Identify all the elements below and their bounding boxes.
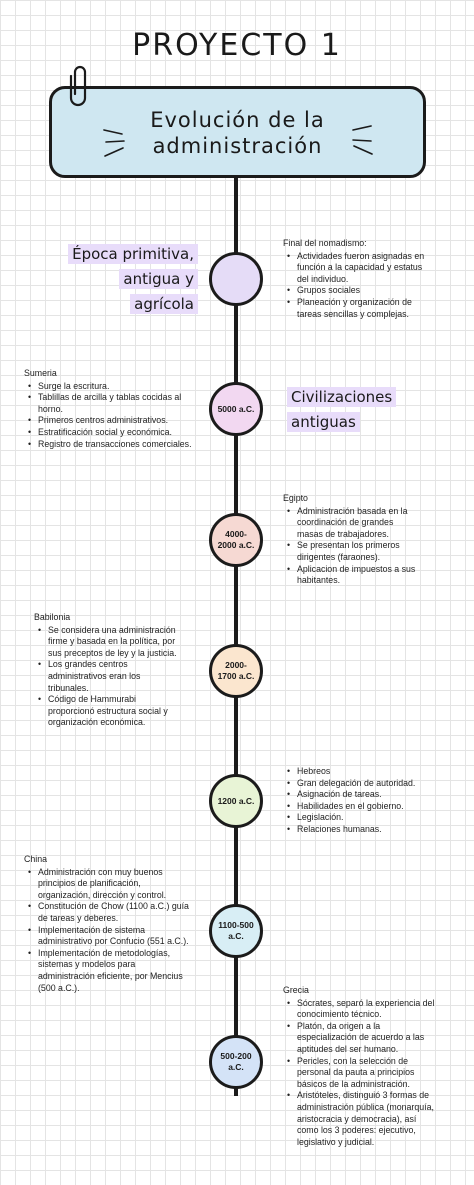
list-item-line: del individuo. — [297, 273, 349, 284]
timeline-node-500-200 — [209, 1035, 263, 1089]
block-sumeria — [24, 368, 209, 450]
list-item-line: conocimiento técnico. — [297, 1009, 382, 1020]
list-item — [24, 392, 209, 415]
list-item-line: • Estratificación social y económica. — [38, 426, 172, 437]
paperclip-icon — [66, 64, 94, 108]
node-label-line-2: 1700 a.C. — [217, 671, 255, 681]
list-item — [283, 1021, 461, 1056]
list-item — [283, 506, 453, 541]
node-label-line-1: 1100-500 — [218, 920, 254, 930]
block-hebreos — [283, 766, 453, 836]
list-item-line: administración pública (monarquía, — [297, 1101, 434, 1112]
era-label-primitiva — [20, 242, 198, 317]
block-heading: Final del nomadismo: — [283, 238, 367, 248]
list-item — [283, 297, 453, 320]
list-item — [283, 251, 453, 286]
block-heading: Babilonia — [34, 612, 71, 622]
timeline-node-1200 — [209, 774, 263, 828]
list-item — [283, 540, 453, 563]
list-item — [34, 694, 209, 729]
list-item-line: • Implementación de sistema — [38, 924, 146, 935]
list-item-line: masas de trabajadores. — [297, 528, 389, 539]
bullet-list — [34, 625, 209, 729]
block-heading: Sumeria — [24, 368, 57, 378]
timeline-node-2000-1700 — [209, 644, 263, 698]
header-line-1: Evolución de la — [150, 108, 325, 132]
node-label-line-1: 2000- — [225, 660, 247, 670]
list-item — [24, 415, 209, 427]
node-label-line-1: 500-200 — [220, 1051, 252, 1061]
list-item-line: horno. — [38, 403, 63, 414]
list-item — [283, 1090, 461, 1148]
list-item-line: • Se presentan los primeros — [297, 540, 400, 551]
era-label-civilizaciones — [287, 385, 437, 435]
block-china — [24, 854, 210, 994]
list-item — [283, 778, 453, 790]
list-item-line: • Administración con muy buenos — [38, 866, 163, 877]
list-item — [24, 948, 210, 994]
list-item-line: • Se considera una administración — [48, 624, 176, 635]
timeline-node-primitiva — [209, 252, 263, 306]
list-item-line: organización económica. — [48, 717, 146, 728]
list-item-line: • Tablillas de arcilla y tablas cocidas al — [38, 392, 182, 403]
era-primitiva-line-3: agrícola — [130, 294, 198, 314]
block-egipto — [283, 493, 453, 587]
list-item-line: organización, dirección y control. — [38, 889, 167, 900]
list-item-line: como los 3 poderes: ejecutivo, — [297, 1125, 416, 1136]
list-item — [24, 427, 209, 439]
list-item-line: • Actividades fueron asignadas en — [297, 250, 425, 261]
list-item-line: firme y basada en la política, por — [48, 636, 176, 647]
list-item-line: • Habilidades en el gobierno. — [297, 800, 404, 811]
node-label-line-1: 1200 a.C. — [217, 795, 255, 806]
list-item-line: especialización de acuerdo a las — [297, 1032, 425, 1043]
list-item — [283, 998, 461, 1021]
list-item-line: legislativo y judicial. — [297, 1136, 375, 1147]
list-item-line: • Código de Hammurabi — [48, 694, 137, 705]
era-civilizaciones-line-2: antiguas — [287, 412, 360, 432]
list-item-line: principios de planificación, — [38, 878, 141, 889]
list-item-line: administración eficiente, por Mencius — [38, 970, 183, 981]
list-item-line: sistemas y modelos para — [38, 959, 136, 970]
list-item-line: • Primeros centros administrativos. — [38, 415, 169, 426]
list-item — [34, 625, 209, 660]
list-item — [283, 285, 453, 297]
list-item-line: dirigentes (faraones). — [297, 551, 381, 562]
list-item-line: • Aristóteles, distinguió 3 formas de — [297, 1090, 430, 1101]
list-item-line: • Grupos sociales — [297, 285, 361, 296]
timeline-node-5000 — [209, 382, 263, 436]
node-label-line-1: 5000 a.C. — [217, 403, 255, 414]
era-primitiva-line-1: Época primitiva, — [68, 244, 198, 264]
bullet-list — [283, 251, 453, 321]
list-item-line: • Aplicacion de impuestos a sus — [297, 563, 416, 574]
list-item-line: • Relaciones humanas. — [297, 823, 382, 834]
bullet-list — [283, 766, 453, 836]
list-item-line: • Platón, da origen a la — [297, 1020, 381, 1031]
list-item — [283, 812, 453, 824]
bullet-list — [283, 998, 461, 1149]
list-item-line: administrativos eran los — [48, 670, 141, 681]
node-label-line-1: 4000- — [225, 529, 247, 539]
sparkle-lines-right-icon — [343, 124, 375, 158]
block-babilonia — [34, 612, 209, 729]
list-item-line: proporcionó estructura social y — [48, 705, 168, 716]
bullet-list — [283, 506, 453, 587]
header-line-2: administración — [152, 134, 323, 158]
list-item — [24, 901, 210, 924]
list-item-line: (500 a.C.). — [38, 982, 80, 993]
list-item — [34, 659, 209, 694]
list-item-line: coordinación de grandes — [297, 517, 394, 528]
list-item — [283, 789, 453, 801]
list-item-line: • Gran delegación de autoridad. — [297, 777, 416, 788]
block-heading: Grecia — [283, 985, 309, 995]
bullet-list — [24, 867, 210, 995]
list-item-line: • Hebreos — [297, 766, 331, 776]
era-primitiva-line-2: antigua y — [119, 269, 198, 289]
list-item — [24, 381, 209, 393]
list-item-line: • Registro de transacciones comerciales. — [38, 438, 192, 449]
list-item-line: • Sócrates, separó la experiencia del — [297, 997, 435, 1008]
list-item — [283, 824, 453, 836]
list-item-line: aristocracia y democracia), así — [297, 1113, 417, 1124]
list-item — [24, 439, 209, 451]
list-item-line: personal da pauta a principios — [297, 1067, 415, 1078]
list-item-line: • Constitución de Chow (1100 a.C.) guía — [38, 901, 189, 912]
list-item — [24, 867, 210, 902]
timeline-line — [234, 176, 238, 1096]
page-title: PROYECTO 1 — [132, 28, 342, 63]
list-item-line: básicos de la administración. — [297, 1078, 410, 1089]
bullet-list — [24, 381, 209, 451]
era-civilizaciones-line-1: Civilizaciones — [287, 387, 396, 407]
block-heading: Egipto — [283, 493, 308, 503]
list-item — [283, 564, 453, 587]
list-item — [24, 925, 210, 948]
list-item-line: • Legislación. — [297, 812, 344, 823]
list-item-line: administrativo por Confucio (551 a.C.). — [38, 936, 189, 947]
list-item-line: • Planeación y organización de — [297, 296, 412, 307]
block-heading: China — [24, 854, 47, 864]
list-item-line: de tareas y deberes. — [38, 912, 119, 923]
list-item — [283, 1056, 461, 1091]
block-grecia — [283, 985, 461, 1148]
node-label-line-2: a.C. — [228, 1062, 244, 1072]
list-item-line: aptitudes del ser humano. — [297, 1043, 399, 1054]
list-item-line: • Surge la escritura. — [38, 380, 110, 391]
list-item-line: habitantes. — [297, 575, 341, 586]
node-label-line-2: 2000 a.C. — [217, 540, 255, 550]
node-label-line-2: a.C. — [228, 931, 244, 941]
list-item-line: • Pericles, con la selección de — [297, 1055, 408, 1066]
list-item-line: tribunales. — [48, 682, 89, 693]
list-item-line: • Los grandes centros — [48, 659, 128, 670]
list-item-line: sus preceptos de ley y la justicia. — [48, 647, 177, 658]
sparkle-lines-left-icon — [102, 126, 134, 160]
timeline-node-4000-2000 — [209, 513, 263, 567]
list-item — [283, 766, 453, 778]
list-item-line: tareas sencillas y complejas. — [297, 308, 409, 319]
timeline-node-1100-500 — [209, 904, 263, 958]
list-item — [283, 801, 453, 813]
list-item-line: • Asignación de tareas. — [297, 789, 382, 800]
block-nomadismo — [283, 238, 453, 320]
list-item-line: • Implementación de metodologías, — [38, 947, 171, 958]
list-item-line: función a la capacidad y estatus — [297, 262, 423, 273]
list-item-line: • Administración basada en la — [297, 505, 408, 516]
